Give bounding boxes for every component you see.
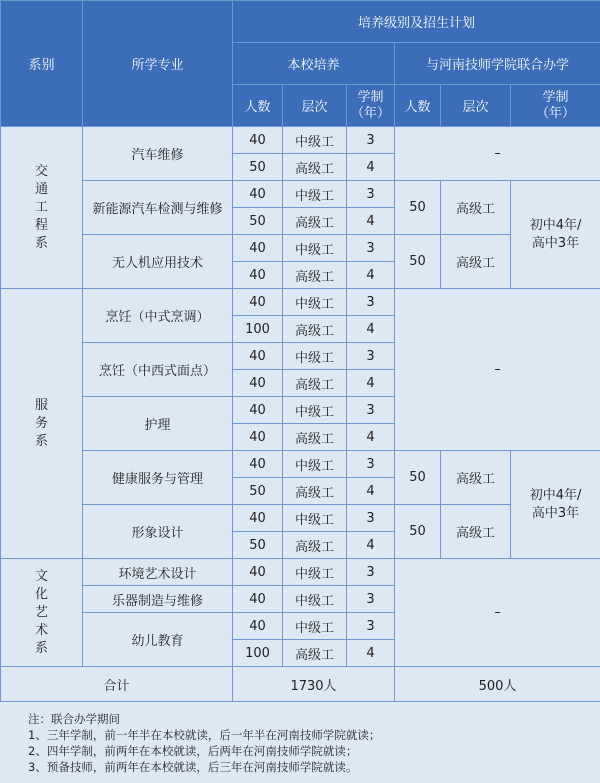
joint-count: 50 (395, 451, 441, 505)
row-count: 50 (233, 154, 283, 181)
row-years: 3 (347, 289, 395, 316)
major-image-design: 形象设计 (83, 505, 233, 559)
major-environment-art: 环境艺术设计 (83, 559, 233, 586)
joint-level: 高级工 (441, 181, 511, 235)
major-ev-repair: 新能源汽车检测与维修 (83, 181, 233, 235)
joint-level: 高级工 (441, 451, 511, 505)
row-years: 3 (347, 586, 395, 613)
row-count: 50 (233, 478, 283, 505)
row-years: 3 (347, 613, 395, 640)
joint-count: 50 (395, 181, 441, 235)
joint-level: 高级工 (441, 505, 511, 559)
row-count: 40 (233, 559, 283, 586)
joint-years: 初中4年/ 高中3年 (511, 451, 600, 559)
row-years: 3 (347, 397, 395, 424)
row-years: 4 (347, 640, 395, 667)
row-level: 高级工 (283, 154, 347, 181)
footnote (0, 703, 600, 783)
row-years: 4 (347, 208, 395, 235)
major-auto-repair: 汽车维修 (83, 127, 233, 181)
total-own: 1730人 (233, 667, 395, 702)
row-count: 40 (233, 370, 283, 397)
row-count: 40 (233, 397, 283, 424)
header-joint: 与河南技师学院联合办学 (395, 43, 600, 85)
header-joint-level: 层次 (441, 85, 511, 127)
row-years: 4 (347, 478, 395, 505)
row-level: 高级工 (283, 262, 347, 289)
dept-transport: 交 通 工 程 系 (1, 127, 83, 289)
row-level: 中级工 (283, 559, 347, 586)
dept-service: 服 务 系 (1, 289, 83, 559)
row-count: 40 (233, 235, 283, 262)
header-own: 本校培养 (233, 43, 395, 85)
footnote-line: 3、预备技师，前两年在本校就读，后三年在河南技师学院就读。 (28, 760, 358, 774)
major-drone: 无人机应用技术 (83, 235, 233, 289)
row-count: 40 (233, 424, 283, 451)
row-years: 3 (347, 127, 395, 154)
header-own-years: 学制 （年） (347, 85, 395, 127)
row-count: 40 (233, 262, 283, 289)
row-count: 50 (233, 532, 283, 559)
major-early-education: 幼儿教育 (83, 613, 233, 667)
row-years: 3 (347, 343, 395, 370)
joint-count: 50 (395, 505, 441, 559)
row-years: 3 (347, 559, 395, 586)
joint-none: – (395, 559, 600, 667)
row-level: 高级工 (283, 424, 347, 451)
row-count: 40 (233, 586, 283, 613)
row-years: 3 (347, 235, 395, 262)
dept-culture: 文 化 艺 术 系 (1, 559, 83, 667)
row-count: 100 (233, 640, 283, 667)
joint-none: – (395, 127, 600, 181)
row-level: 中级工 (283, 343, 347, 370)
header-own-level: 层次 (283, 85, 347, 127)
row-years: 4 (347, 316, 395, 343)
footnote-title: 注：联合办学期间 (28, 712, 120, 726)
row-level: 中级工 (283, 235, 347, 262)
joint-level: 高级工 (441, 235, 511, 289)
row-years: 4 (347, 370, 395, 397)
row-years: 4 (347, 532, 395, 559)
footnote-line: 2、四年学制，前两年在本校就读，后两年在河南技师学院就读； (28, 744, 358, 758)
row-count: 50 (233, 208, 283, 235)
header-major: 所学专业 (83, 1, 233, 127)
row-years: 4 (347, 424, 395, 451)
major-nursing: 护理 (83, 397, 233, 451)
row-level: 高级工 (283, 316, 347, 343)
row-level: 高级工 (283, 532, 347, 559)
row-level: 高级工 (283, 208, 347, 235)
row-count: 40 (233, 289, 283, 316)
row-level: 中级工 (283, 586, 347, 613)
major-instrument: 乐器制造与维修 (83, 586, 233, 613)
header-dept: 系别 (1, 1, 83, 127)
row-years: 3 (347, 505, 395, 532)
joint-count: 50 (395, 235, 441, 289)
total-label: 合计 (1, 667, 233, 702)
row-level: 中级工 (283, 613, 347, 640)
total-joint: 500人 (395, 667, 600, 702)
row-years: 3 (347, 181, 395, 208)
joint-none: – (395, 289, 600, 451)
header-plan: 培养级别及招生计划 (233, 1, 600, 43)
row-count: 40 (233, 343, 283, 370)
footnote-line: 1、三年学制，前一年半在本校就读，后一年半在河南技师学院就读； (28, 728, 381, 742)
row-level: 高级工 (283, 640, 347, 667)
row-count: 40 (233, 613, 283, 640)
major-pastry: 烹饪（中西式面点） (83, 343, 233, 397)
major-health-service: 健康服务与管理 (83, 451, 233, 505)
row-level: 中级工 (283, 289, 347, 316)
row-count: 40 (233, 181, 283, 208)
major-chinese-cuisine: 烹饪（中式烹调） (83, 289, 233, 343)
row-level: 中级工 (283, 127, 347, 154)
header-own-count: 人数 (233, 85, 283, 127)
row-level: 高级工 (283, 370, 347, 397)
row-count: 40 (233, 451, 283, 478)
row-count: 40 (233, 505, 283, 532)
row-level: 高级工 (283, 478, 347, 505)
header-joint-years: 学制 （年） (511, 85, 600, 127)
row-level: 中级工 (283, 397, 347, 424)
row-level: 中级工 (283, 505, 347, 532)
row-level: 中级工 (283, 181, 347, 208)
row-years: 3 (347, 451, 395, 478)
row-count: 40 (233, 127, 283, 154)
row-count: 100 (233, 316, 283, 343)
row-level: 中级工 (283, 451, 347, 478)
row-years: 4 (347, 154, 395, 181)
joint-years: 初中4年/ 高中3年 (511, 181, 600, 289)
row-years: 4 (347, 262, 395, 289)
header-joint-count: 人数 (395, 85, 441, 127)
